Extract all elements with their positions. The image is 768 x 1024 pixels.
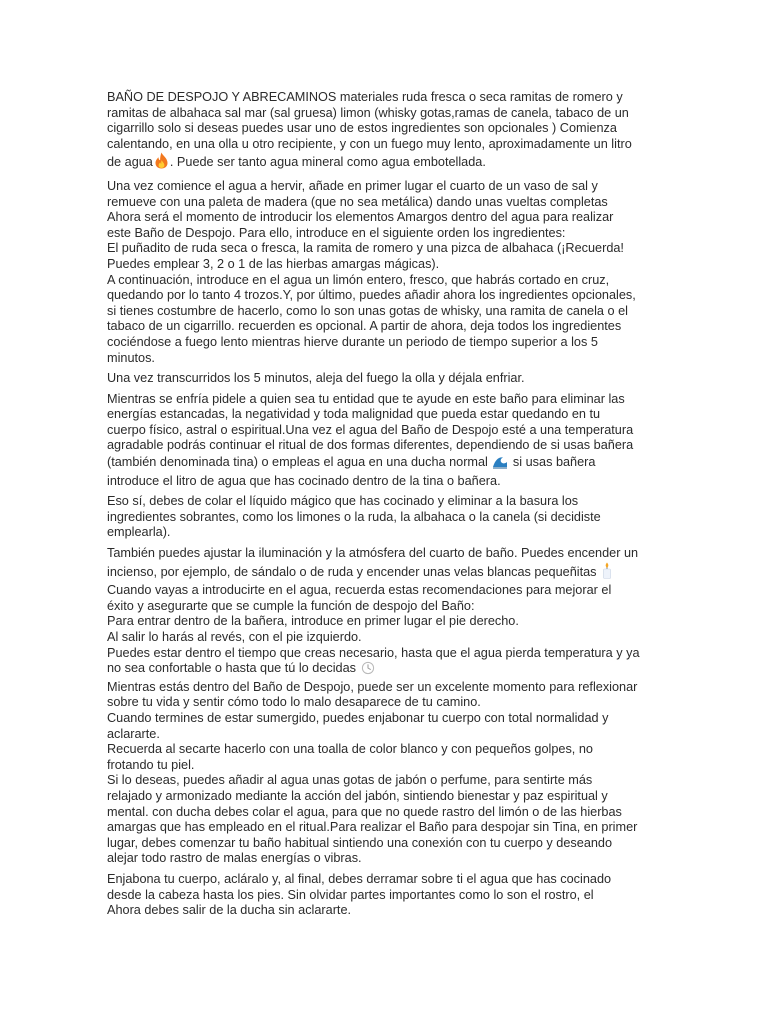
text-line-with-icon xyxy=(107,152,662,174)
text-line: Puedes emplear 3, 2 o 1 de las hierbas amargas mágicas). xyxy=(107,256,440,271)
paragraph-preparation xyxy=(107,179,662,366)
text-line: Ahora será el momento de introducir los elementos Amargos dentro del agua para realizar xyxy=(107,210,614,225)
text-line: Una vez comience el agua a hervir, añade en primer lugar el cuarto de un vaso de sal y xyxy=(107,178,598,193)
text-line: minutos. xyxy=(107,350,155,365)
clock-icon xyxy=(361,661,375,680)
text-line: BAÑO DE DESPOJO Y ABRECAMINOS materiales ruda fresca o seca ramitas de romero y xyxy=(107,90,623,104)
text-line: agradable podrás continuar el ritual de dos formas diferentes, dependiendo de si usas bañera xyxy=(107,438,634,453)
text-line: lugar, debes comenzar tu baño habitual sintiendo una conexión con tu cuerpo y deseando xyxy=(107,835,613,850)
paragraph-atmosphere xyxy=(107,546,662,867)
text-line: Al salir lo harás al revés, con el pie izquierdo. xyxy=(107,630,362,644)
text-line: energías estancadas, la negatividad y toda malignidad que pueda estar quedando en tu xyxy=(107,407,601,422)
text-line: Una vez transcurridos los 5 minutos, aleja del fuego la olla y déjala enfriar. xyxy=(107,371,525,386)
text-line-with-icon xyxy=(107,562,662,584)
text-line: Si lo deseas, puedes añadir al agua unas gotas de jabón o perfume, para sentirte más xyxy=(107,773,593,788)
text-line: Para entrar dentro de la bañera, introduce en primer lugar el pie derecho. xyxy=(107,614,519,629)
text-line: éxito y asegurarte que se cumple la función de despojo del Baño: xyxy=(107,598,475,613)
text-line: ingredientes sobrantes, como los limones o la ruda, la albahaca o la canela (si decidiste xyxy=(107,509,601,524)
candle-icon xyxy=(601,562,613,584)
text-line: amargas que has empleado en el ritual.Para realizar el Baño para despojar sin Tina, en primer xyxy=(107,820,638,835)
text-segment: si usas bañera xyxy=(509,455,596,470)
text-line: A continuación, introduce en el agua un limón entero, fresco, que habrás cortado en cruz, xyxy=(107,272,610,287)
text-line: Eso sí, debes de colar el líquido mágico que has cocinado y eliminar a la basura los xyxy=(107,494,579,509)
fire-icon xyxy=(154,152,169,174)
text-line: calentando, en una olla u otro recipiente, y con un fuego muy lento, aproximadamente un litro xyxy=(107,136,632,151)
text-line: frotando tu piel. xyxy=(107,757,195,772)
paragraph-cooling xyxy=(107,371,662,387)
text-line: Enjabona tu cuerpo, acláralo y, al final, debes derramar sobre ti el agua que has cocinado xyxy=(107,871,612,886)
text-line: Puedes estar dentro el tiempo que creas necesario, hasta que el agua pierda temperatura y ya xyxy=(107,645,640,660)
text-line: remueve con una paleta de madera (que no sea metálica) dando unas vueltas completas xyxy=(107,194,608,209)
text-line: sobre tu vida y sentir cómo todo lo malo desaparece de tu camino. xyxy=(107,695,481,710)
text-line: si tienes costumbre de hacerlo, como lo son unas gotas de whisky, una ramita de canela o el xyxy=(107,303,628,318)
text-line: Cuando vayas a introducirte en el agua, recuerda estas recomendaciones para mejorar el xyxy=(107,583,612,598)
text-line: aclararte. xyxy=(107,726,160,741)
paragraph-shower xyxy=(107,872,662,919)
paragraph-ritual xyxy=(107,392,662,490)
text-segment: no sea confortable o hasta que tú lo decidas xyxy=(107,661,356,676)
text-segment: . Puede ser tanto agua mineral como agua embotellada. xyxy=(169,155,486,170)
water-wave-icon xyxy=(492,454,508,474)
text-line: ramitas de albahaca sal mar (sal gruesa) limon (whisky gotas,ramas de canela, tabaco de un xyxy=(107,105,629,120)
text-line: El puñadito de ruda seca o fresca, la ramita de romero y una pizca de albahaca (¡Recuerda! xyxy=(107,241,624,256)
text-segment: de agua xyxy=(107,155,153,170)
text-line: Cuando termines de estar sumergido, puedes enjabonar tu cuerpo con total normalidad y xyxy=(107,710,609,725)
text-line: alejar todo rastro de malas energías o vibras. xyxy=(107,851,362,866)
text-line: mental. con ducha debes colar el agua, para que no quede rastro del limón o de las hierbas xyxy=(107,804,622,819)
text-line: Mientras estás dentro del Baño de Despojo, puede ser un excelente momento para reflexionar xyxy=(107,679,638,694)
text-line: introduce el litro de agua que has cocinado dentro de la tina o bañera. xyxy=(107,473,501,488)
text-segment: (también denominada tina) o empleas el agua en una ducha normal xyxy=(107,455,488,470)
text-line: Mientras se enfría pidele a quien sea tu entidad que te ayude en este baño para eliminar las xyxy=(107,391,625,406)
text-line: cuerpo físico, astral o espiritual.Una vez el agua del Baño de Despojo esté a una temperatura xyxy=(107,422,634,437)
paragraph-materials xyxy=(107,90,662,174)
text-line-with-icon xyxy=(107,661,662,680)
text-line: cociéndose a fuego lento mientras hierve durante un periodo de tiempo superior a los 5 xyxy=(107,334,598,349)
text-line: este Baño de Despojo. Para ello, introduce en el siguiente orden los ingredientes: xyxy=(107,225,566,240)
text-line: desde la cabeza hasta los pies. Sin olvidar partes importantes como lo son el rostro, el xyxy=(107,887,594,902)
text-line: relajado y armonizado mediante la acción del jabón, sintiendo bienestar y paz espiritual y xyxy=(107,788,608,803)
text-line: Recuerda al secarte hacerlo con una toalla de color blanco y con pequeños golpes, no xyxy=(107,742,593,757)
text-line: tabaco de un cigarrillo. recuerden es opcional. A partir de ahora, deja todos los ingredientes xyxy=(107,319,622,334)
paragraph-strain xyxy=(107,494,662,541)
text-line-with-icon xyxy=(107,454,662,474)
text-line: emplearla). xyxy=(107,525,171,540)
text-line: quedando por lo tanto 4 trozos.Y, por último, puedes añadir ahora los ingredientes opcionales, xyxy=(107,288,636,303)
text-line: cigarrillo solo si deseas puedes usar uno de estos ingredientes son opcionales ) Comienza xyxy=(107,121,617,136)
document-body xyxy=(107,90,662,924)
text-line: Ahora debes salir de la ducha sin aclararte. xyxy=(107,903,352,918)
text-segment: incienso, por ejemplo, de sándalo o de ruda y encender unas velas blancas pequeñitas xyxy=(107,564,597,579)
text-line: También puedes ajustar la iluminación y la atmósfera del cuarto de baño. Puedes encender un xyxy=(107,546,639,561)
